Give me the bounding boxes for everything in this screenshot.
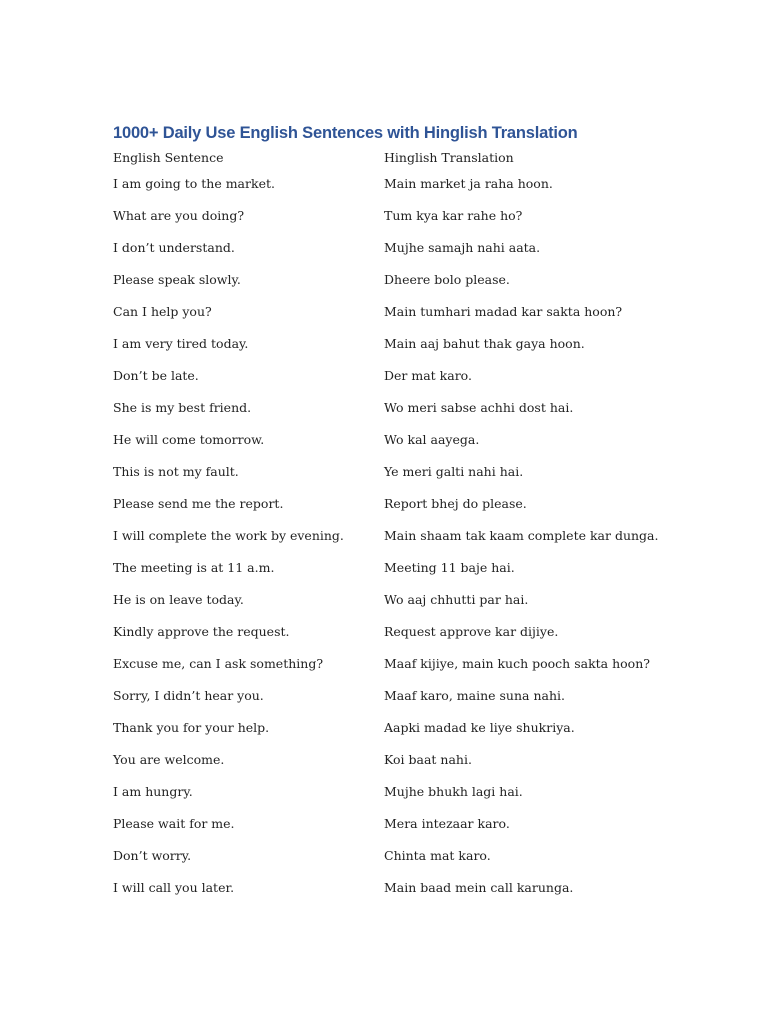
hinglish-translation-cell: Main aaj bahut thak gaya hoon.: [384, 336, 585, 351]
hinglish-translation-cell: Request approve kar dijiye.: [384, 624, 559, 639]
english-sentence-cell: Excuse me, can I ask something?: [113, 656, 324, 671]
page-title: 1000+ Daily Use English Sentences with Hinglish Translation: [113, 124, 578, 142]
hinglish-translation-cell: Chinta mat karo.: [384, 848, 491, 863]
table-row: [113, 718, 673, 750]
hinglish-translation-cell: Main market ja raha hoon.: [384, 176, 553, 191]
table-row: [113, 270, 673, 302]
english-sentence-cell: You are welcome.: [113, 752, 225, 767]
english-sentence-cell: I am going to the market.: [113, 176, 275, 191]
table-row: [113, 302, 673, 334]
table-row: [113, 654, 673, 686]
table-row: [113, 238, 673, 270]
sentence-table: [113, 148, 673, 910]
hinglish-translation-cell: Maaf kijiye, main kuch pooch sakta hoon?: [384, 656, 650, 671]
table-row: [113, 430, 673, 462]
english-sentence-cell: Please speak slowly.: [113, 272, 241, 287]
hinglish-translation-cell: Maaf karo, maine suna nahi.: [384, 688, 565, 703]
hinglish-translation-cell: Wo meri sabse achhi dost hai.: [384, 400, 574, 415]
hinglish-translation-cell: Main tumhari madad kar sakta hoon?: [384, 304, 623, 319]
table-row: [113, 334, 673, 366]
table-row: [113, 590, 673, 622]
hinglish-translation-cell: Dheere bolo please.: [384, 272, 510, 287]
table-header-row: [113, 148, 673, 174]
hinglish-translation-cell: Mujhe bhukh lagi hai.: [384, 784, 523, 799]
english-sentence-cell: Don’t be late.: [113, 368, 199, 383]
table-row: [113, 878, 673, 910]
hinglish-translation-cell: Wo kal aayega.: [384, 432, 480, 447]
table-body: [113, 174, 673, 910]
table-row: [113, 750, 673, 782]
hinglish-translation-cell: Report bhej do please.: [384, 496, 527, 511]
english-sentence-cell: Sorry, I didn’t hear you.: [113, 688, 264, 703]
english-sentence-cell: I am very tired today.: [113, 336, 249, 351]
table-row: [113, 206, 673, 238]
hinglish-translation-cell: Ye meri galti nahi hai.: [384, 464, 524, 479]
table-row: [113, 462, 673, 494]
english-sentence-cell: Thank you for your help.: [113, 720, 270, 735]
hinglish-translation-cell: Main baad mein call karunga.: [384, 880, 574, 895]
column-header-hinglish: Hinglish Translation: [384, 150, 514, 165]
table-row: [113, 558, 673, 590]
english-sentence-cell: Don’t worry.: [113, 848, 192, 863]
table-row: [113, 398, 673, 430]
hinglish-translation-cell: Tum kya kar rahe ho?: [384, 208, 523, 223]
table-row: [113, 366, 673, 398]
hinglish-translation-cell: Aapki madad ke liye shukriya.: [384, 720, 575, 735]
hinglish-translation-cell: Der mat karo.: [384, 368, 472, 383]
english-sentence-cell: Kindly approve the request.: [113, 624, 290, 639]
hinglish-translation-cell: Wo aaj chhutti par hai.: [384, 592, 529, 607]
english-sentence-cell: What are you doing?: [113, 208, 245, 223]
hinglish-translation-cell: Main shaam tak kaam complete kar dunga.: [384, 528, 659, 543]
hinglish-translation-cell: Meeting 11 baje hai.: [384, 560, 515, 575]
table-row: [113, 782, 673, 814]
english-sentence-cell: Please wait for me.: [113, 816, 235, 831]
english-sentence-cell: He is on leave today.: [113, 592, 244, 607]
english-sentence-cell: She is my best friend.: [113, 400, 252, 415]
english-sentence-cell: The meeting is at 11 a.m.: [113, 560, 275, 575]
table-row: [113, 622, 673, 654]
hinglish-translation-cell: Koi baat nahi.: [384, 752, 472, 767]
hinglish-translation-cell: Mujhe samajh nahi aata.: [384, 240, 541, 255]
hinglish-translation-cell: Mera intezaar karo.: [384, 816, 510, 831]
english-sentence-cell: This is not my fault.: [113, 464, 239, 479]
table-row: [113, 846, 673, 878]
column-header-english: English Sentence: [113, 150, 224, 165]
table-row: [113, 174, 673, 206]
table-row: [113, 494, 673, 526]
english-sentence-cell: He will come tomorrow.: [113, 432, 265, 447]
table-row: [113, 526, 673, 558]
english-sentence-cell: Please send me the report.: [113, 496, 284, 511]
english-sentence-cell: I am hungry.: [113, 784, 193, 799]
table-row: [113, 686, 673, 718]
english-sentence-cell: I will complete the work by evening.: [113, 528, 344, 543]
english-sentence-cell: Can I help you?: [113, 304, 212, 319]
table-row: [113, 814, 673, 846]
english-sentence-cell: I will call you later.: [113, 880, 235, 895]
english-sentence-cell: I don’t understand.: [113, 240, 235, 255]
